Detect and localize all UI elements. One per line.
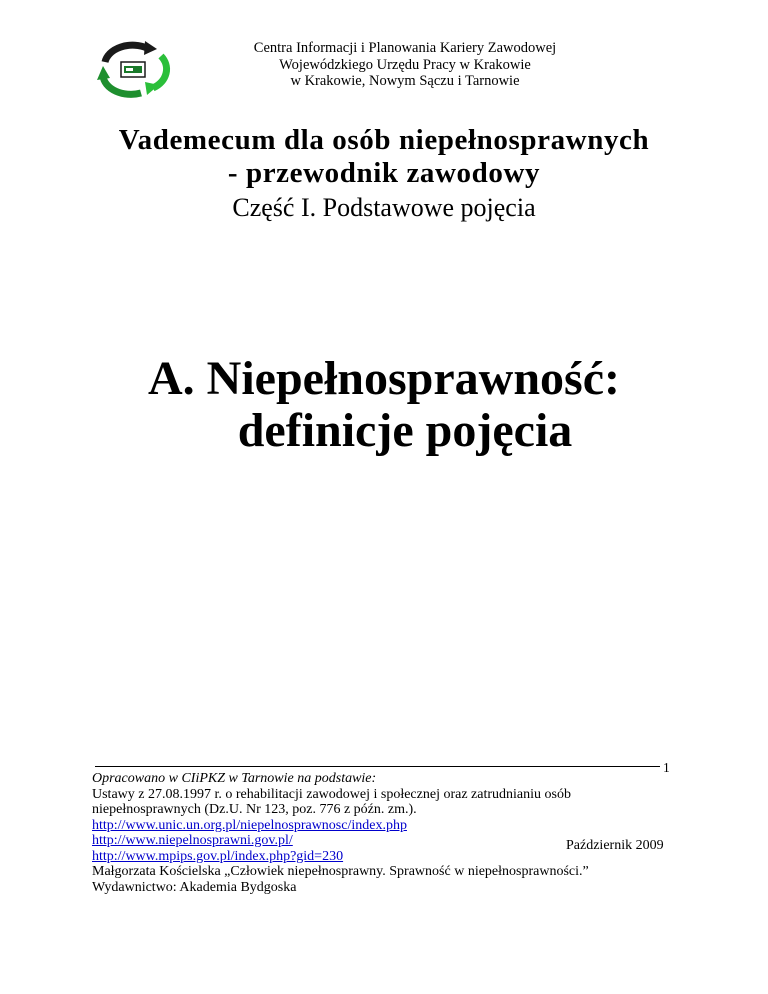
source-text: Małgorzata Kościelska „Człowiek niepełnosprawny. Sprawność w niepełnosprawności.” [92, 864, 589, 879]
source-link[interactable]: http://www.mpips.gov.pl/index.php?gid=230 [92, 848, 344, 864]
source-text: Wydawnictwo: Akademia Bydgoska [92, 879, 297, 895]
footer-sources [92, 771, 692, 895]
institution-header [200, 40, 610, 90]
document-title [84, 124, 684, 190]
header-line: Wojewódzkiego Urzędu Pracy w Krakowie [279, 56, 531, 73]
document-subtitle: Część I. Podstawowe pojęcia [232, 193, 536, 222]
source-text: niepełnosprawnych (Dz.U. Nr 123, poz. 776 z późn. zm.). [92, 802, 417, 817]
chapter-heading: A. Niepełnosprawność: [147, 352, 620, 405]
footer-divider [95, 766, 660, 767]
header-line: Centra Informacji i Planowania Kariery Zawodowej [253, 40, 557, 56]
source-link[interactable]: http://www.unic.un.org.pl/niepelnosprawnosc/index.php [92, 817, 407, 833]
header-line: w Krakowie, Nowym Sączu i Tarnowie [290, 73, 520, 89]
source-text: Ustawy z 27.08.1997 r. o rehabilitacji zawodowej i społecznej oraz zatrudnianiu osób [92, 786, 571, 802]
recycle-arrows-logo-icon [95, 40, 171, 98]
publication-date: Październik 2009 [566, 838, 664, 853]
title-line: - przewodnik zawodowy [227, 157, 541, 189]
chapter-heading-continued: definicje pojęcia [237, 404, 573, 457]
page-number: 1 [663, 760, 670, 775]
footer-intro: Opracowano w CIiPKZ w Tarnowie na podstawie: [92, 771, 377, 786]
source-link[interactable]: http://www.niepelnosprawni.gov.pl/ [92, 833, 293, 848]
title-line: Vademecum dla osób niepełnosprawnych [118, 124, 650, 156]
